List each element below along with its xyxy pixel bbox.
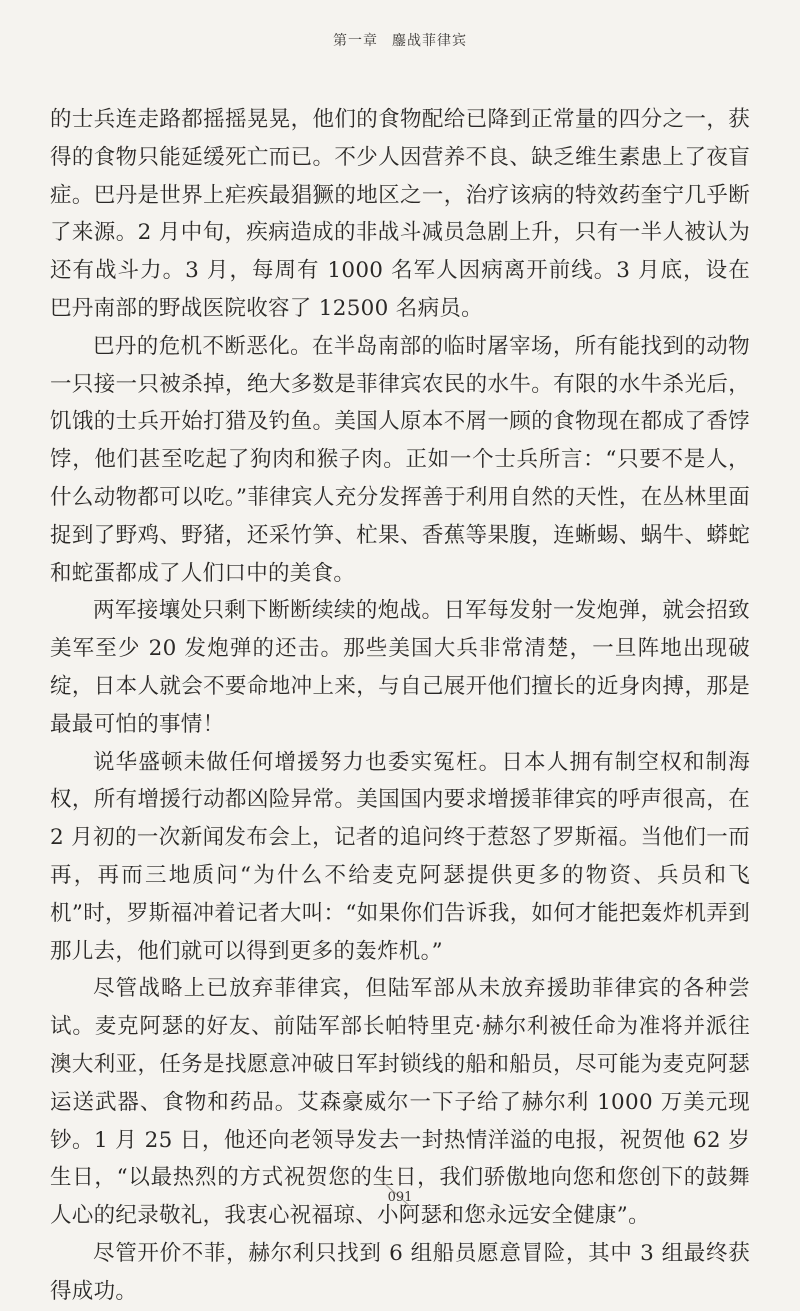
paragraph-3: 两军接壤处只剩下断断续续的炮战。日军每发射一发炮弹，就会招致美军至少 20 发炮弹的还击。那些美国大兵非常清楚，一旦阵地出现破绽，日本人就会不要命地冲上来，与自己展开他们擅长的近身肉搏，那是最最可怕的事情！: [50, 598, 750, 737]
paragraph-2: 巴丹的危机不断恶化。在半岛南部的临时屠宰场，所有能找到的动物一只接一只被杀掉，绝大多数是菲律宾农民的水牛。有限的水牛杀光后，饥饿的士兵开始打猎及钓鱼。美国人原本不屑一顾的食物现在都成了香饽饽，他们甚至吃起了狗肉和猴子肉。正如一个士兵所言：“只要不是人，什么动物都可以吃。”菲律宾人充分发挥善于利用自然的天性，在丛林里面捉到了野鸡、野猪，还采竹笋、杧果、香蕉等果腹，连蜥蜴、蜗牛、蟒蛇和蛇蛋都成了人们口中的美食。: [50, 333, 750, 586]
body-text: [50, 101, 750, 1311]
paragraph-5: 尽管战略上已放弃菲律宾，但陆军部从未放弃援助菲律宾的各种尝试。麦克阿瑟的好友、前陆军部长帕特里克·赫尔利被任命为准将并派往澳大利亚，任务是找愿意冲破日军封锁线的船和船员，尽可能为麦克阿瑟运送武器、食物和药品。艾森豪威尔一下子给了赫尔利 1000 万美元现钞。1 月 25 日，他还向老领导发去一封热情洋溢的电报，祝贺他 62 岁生日，“以最热烈的方式祝贺您的生日，我们骄傲地向您和您创下的鼓舞人心的纪录敬礼，我衷心祝福琼、小阿瑟和您永远安全健康”。: [50, 976, 750, 1229]
paragraph-4: 说华盛顿未做任何增援努力也委实冤枉。日本人拥有制空权和制海权，所有增援行动都凶险异常。美国国内要求增援菲律宾的呼声很高，在 2 月初的一次新闻发布会上，记者的追问终于惹怒了罗斯福。当他们一而再，再而三地质问“为什么不给麦克阿瑟提供更多的物资、兵员和飞机”时，罗斯福冲着记者大叫：“如果你们告诉我，如何才能把轰炸机弄到那儿去，他们就可以得到更多的轰炸机。”: [50, 749, 750, 964]
paragraph-6: 尽管开价不菲，赫尔利只找到 6 组船员愿意冒险，其中 3 组最终获得成功。: [50, 1240, 750, 1304]
chapter-label: 第一章: [333, 33, 378, 49]
paragraph-1: 的士兵连走路都摇摇晃晃，他们的食物配给已降到正常量的四分之一，获得的食物只能延缓死亡而已。不少人因营养不良、缺乏维生素患上了夜盲症。巴丹是世界上疟疾最猖獗的地区之一，治疗该病的特效药奎宁几乎断了来源。2 月中旬，疾病造成的非战斗减员急剧上升，只有一半人被认为还有战斗力。3 月，每周有 1000 名军人因病离开前线。3 月底，设在巴丹南部的野战医院收容了 12500 名病员。: [50, 107, 750, 321]
chapter-title: 鏖战菲律宾: [392, 33, 467, 49]
running-header: [0, 30, 800, 50]
page-number: 091: [387, 1190, 413, 1205]
